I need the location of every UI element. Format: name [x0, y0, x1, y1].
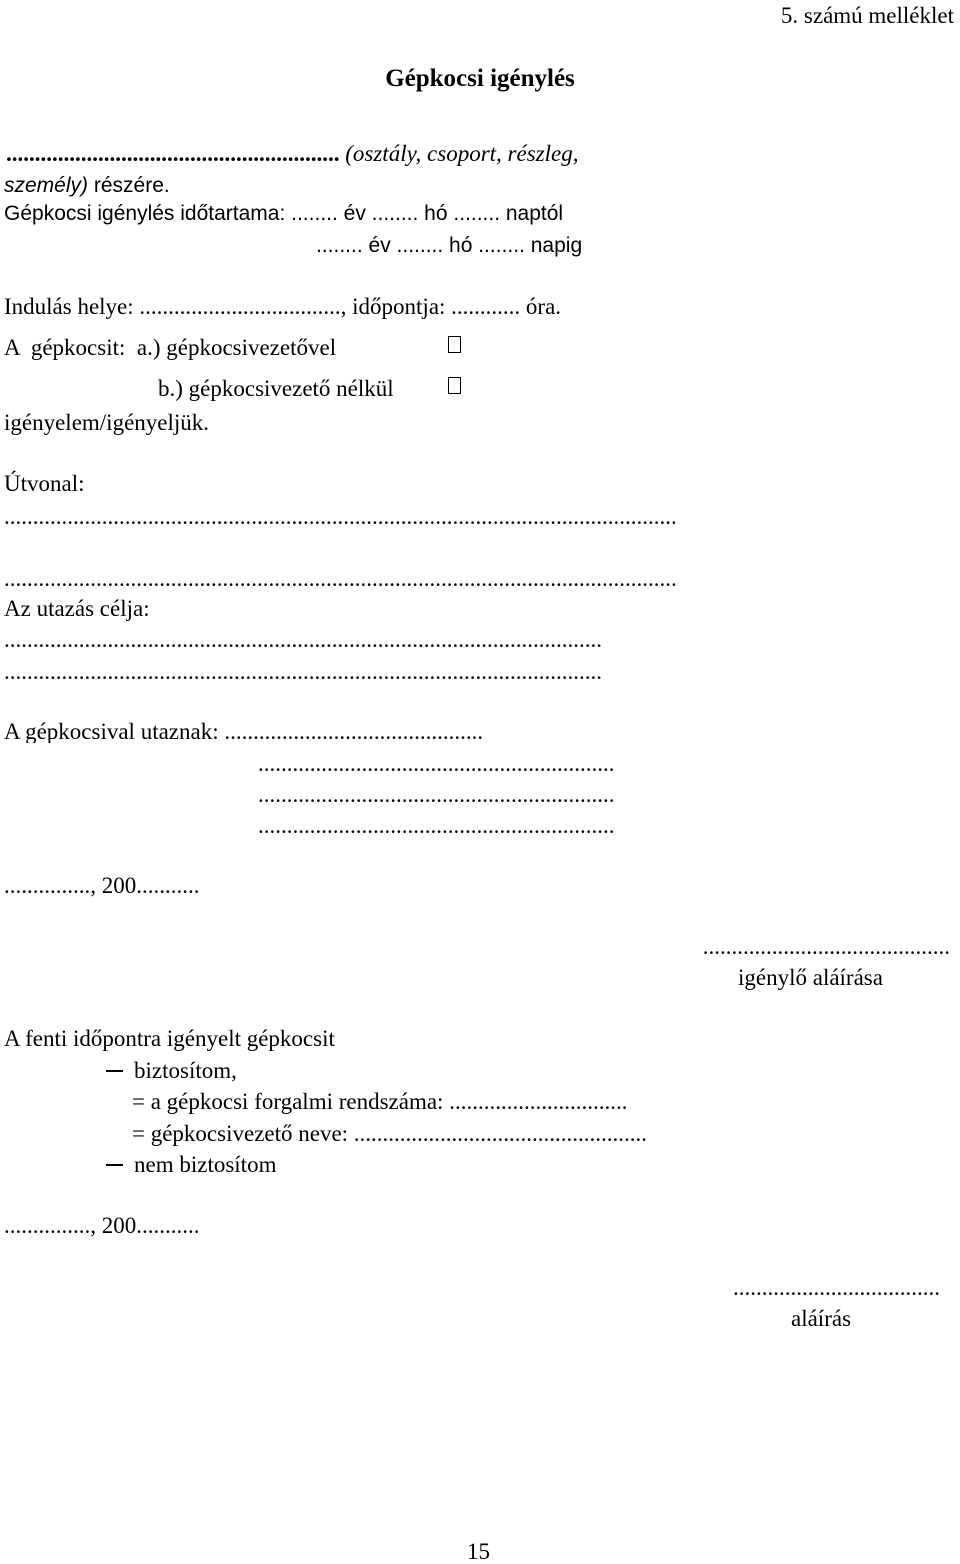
department-suffix: részére. — [88, 174, 170, 197]
route-blank-2[interactable]: ..................................................................................................................... — [4, 567, 677, 590]
purpose-label: Az utazás célja: — [4, 596, 150, 621]
passengers-line[interactable]: A gépkocsival utaznak: ............................................. — [4, 720, 484, 743]
purpose-blank-1[interactable]: ........................................................................................................ — [4, 628, 602, 651]
departure-line[interactable]: Indulás helye: ..................................., időpontja: ............ óra. — [4, 294, 562, 319]
department-hint: (osztály, csoport, részleg, — [339, 141, 579, 166]
period-from-line[interactable]: Gépkocsi igénylés időtartama: ........ év ........ hó ........ naptól — [4, 202, 564, 225]
car-option-b: b.) gépkocsivezető nélkül — [158, 376, 394, 401]
option-b-checkbox[interactable] — [448, 377, 461, 394]
driver-name-line[interactable]: = gépkocsivezető neve: ................................................... — [132, 1121, 648, 1146]
department-line-2 — [4, 173, 170, 196]
requester-signature-blank[interactable]: ........................................... — [702, 934, 950, 959]
passenger-blank-1[interactable]: .............................................................. — [258, 752, 615, 775]
approval-date[interactable]: ..............., 200........... — [4, 1213, 200, 1238]
not-provide-option: nem biztosítom — [134, 1152, 277, 1177]
requester-signature-label: igénylő aláírása — [738, 965, 883, 990]
passenger-blank-3[interactable]: .............................................................. — [258, 814, 615, 837]
annex-label: 5. számú melléklet — [780, 3, 954, 28]
request-verb: igényelem/igényeljük. — [4, 410, 210, 435]
document-title: Gépkocsi igénylés — [385, 65, 575, 92]
signature-label: aláírás — [791, 1306, 852, 1331]
request-date[interactable]: ..............., 200........... — [4, 873, 200, 898]
car-option-a: A gépkocsit: a.) gépkocsivezetővel — [4, 335, 337, 360]
plate-number-line[interactable]: = a gépkocsi forgalmi rendszáma: ............................... — [132, 1089, 628, 1114]
provide-dash — [106, 1070, 123, 1072]
route-label: Útvonal: — [4, 471, 85, 496]
not-provide-dash — [106, 1164, 123, 1166]
provide-option: biztosítom, — [134, 1058, 237, 1083]
page-number: 15 — [467, 1539, 490, 1564]
department-line — [6, 142, 578, 165]
passenger-blank-2[interactable]: .............................................................. — [258, 783, 615, 806]
department-hint-cont: személy) — [4, 174, 89, 197]
option-a-checkbox[interactable] — [448, 336, 461, 353]
signature-blank[interactable]: .................................... — [733, 1275, 940, 1300]
purpose-blank-2[interactable]: ........................................................................................................ — [4, 660, 602, 683]
department-blank[interactable]: .......................................................... — [6, 141, 340, 166]
provision-intro: A fenti időpontra igényelt gépkocsit — [4, 1026, 335, 1051]
period-to-line[interactable]: ........ év ........ hó ........ napig — [316, 234, 583, 257]
route-blank-1[interactable]: ..................................................................................................................... — [4, 505, 677, 528]
